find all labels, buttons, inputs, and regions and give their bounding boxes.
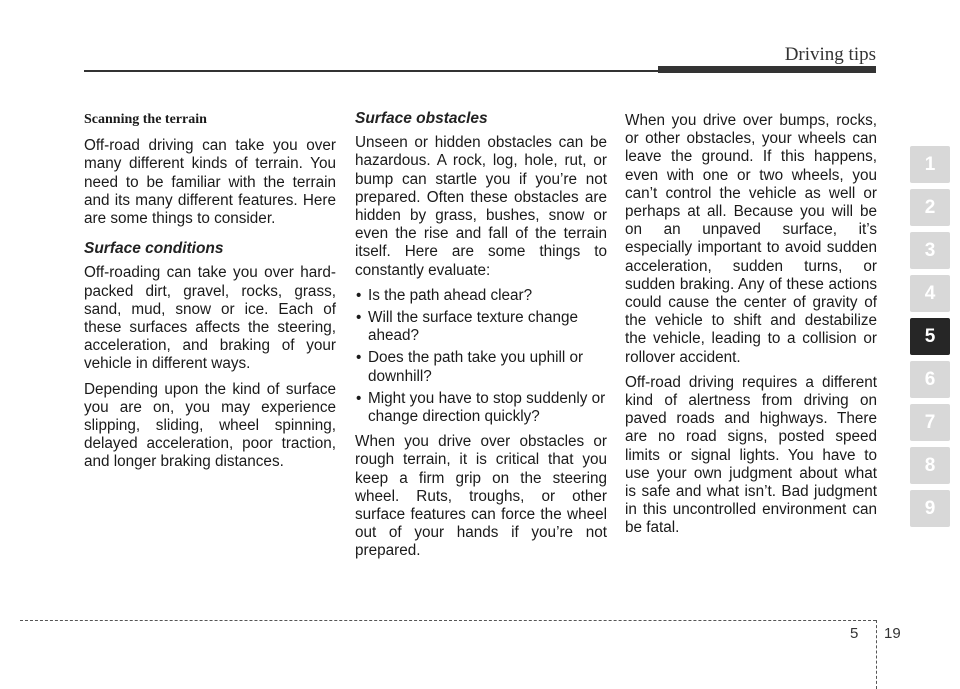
text-column-3: [625, 112, 877, 545]
paragraph: When you drive over obstacles or rough terrain, it is critical that you keep a firm grip on the steering wheel. Ruts, troughs, or other surface features can force the wheel out of your hands if you’re not prepared.: [355, 433, 607, 560]
text-column-2: [355, 108, 607, 568]
list-item: • Is the path ahead clear?: [355, 287, 607, 305]
list-item: • Might you have to stop suddenly or change direction quickly?: [355, 390, 607, 426]
subheading-surface-obstacles: Surface obstacles: [355, 110, 488, 127]
chapter-tabs: [910, 146, 950, 533]
header-rule: [84, 70, 664, 72]
section-title: Driving tips: [784, 44, 876, 65]
chapter-tab-6[interactable]: 6: [910, 361, 950, 398]
paragraph: Off-road driving can take you over many different kinds of terrain. You need to be familiar with the terrain and its many different features. Here are some things to consider.: [84, 137, 336, 228]
chapter-tab-2[interactable]: 2: [910, 189, 950, 226]
chapter-tab-8[interactable]: 8: [910, 447, 950, 484]
paragraph: Off-road driving requires a different kind of alertness from driving on paved roads and highways. There are no road signs, posted speed limits or signal lights. You have to use your own judgment about what is safe and what isn’t. Bad judgment in this uncontrolled environment can be fatal.: [625, 373, 877, 537]
paragraph: Off-roading can take you over hard-packed dirt, gravel, rocks, grass, sand, mud, snow or ice. Each of these surfaces affects the steering, acceleration, and braking of your vehicle in different ways.: [84, 264, 336, 373]
page-number: 19: [884, 625, 901, 642]
heading-scanning-terrain: Scanning the terrain: [84, 112, 207, 127]
footer-divider: [876, 620, 877, 689]
paragraph: Unseen or hidden obstacles can be hazardous. A rock, log, hole, rut, or bump can startle you if you’re not prepared. Often these obstacles are hidden by grass, bushes, snow or even the rise and fall of the terrain itself. Here are some things to constantly evaluate:: [355, 134, 607, 279]
chapter-number: 5: [850, 625, 859, 642]
chapter-tab-1[interactable]: 1: [910, 146, 950, 183]
paragraph: When you drive over bumps, rocks, or other obstacles, your wheels can leave the ground. If this happens, even with one or two wheels, you can’t control the vehicle as well or perhaps at all. Because you will be on an unpaved surface, it’s especially important to avoid sudden acceleration, sudden turns, or sudden braking. Any of these actions could cause the center of gravity of the vehicle to shift and destabilize the vehicle, leading to a collision or rollover accident.: [625, 112, 877, 366]
chapter-tab-4[interactable]: 4: [910, 275, 950, 312]
bullet-list: [355, 287, 607, 426]
text-column-1: [84, 108, 336, 479]
chapter-tab-9[interactable]: 9: [910, 490, 950, 527]
chapter-tab-3[interactable]: 3: [910, 232, 950, 269]
subheading-surface-conditions: Surface conditions: [84, 240, 224, 258]
paragraph: Depending upon the kind of surface you are on, you may experience slipping, sliding, wheel spinning, delayed acceleration, poor traction, and longer braking distances.: [84, 380, 336, 471]
chapter-tab-5[interactable]: 5: [910, 318, 950, 355]
footer-rule: [20, 620, 876, 621]
header-rule-bar: [658, 66, 876, 73]
chapter-tab-7[interactable]: 7: [910, 404, 950, 441]
list-item: • Will the surface texture change ahead?: [355, 309, 607, 345]
list-item: • Does the path take you uphill or downhill?: [355, 349, 607, 385]
